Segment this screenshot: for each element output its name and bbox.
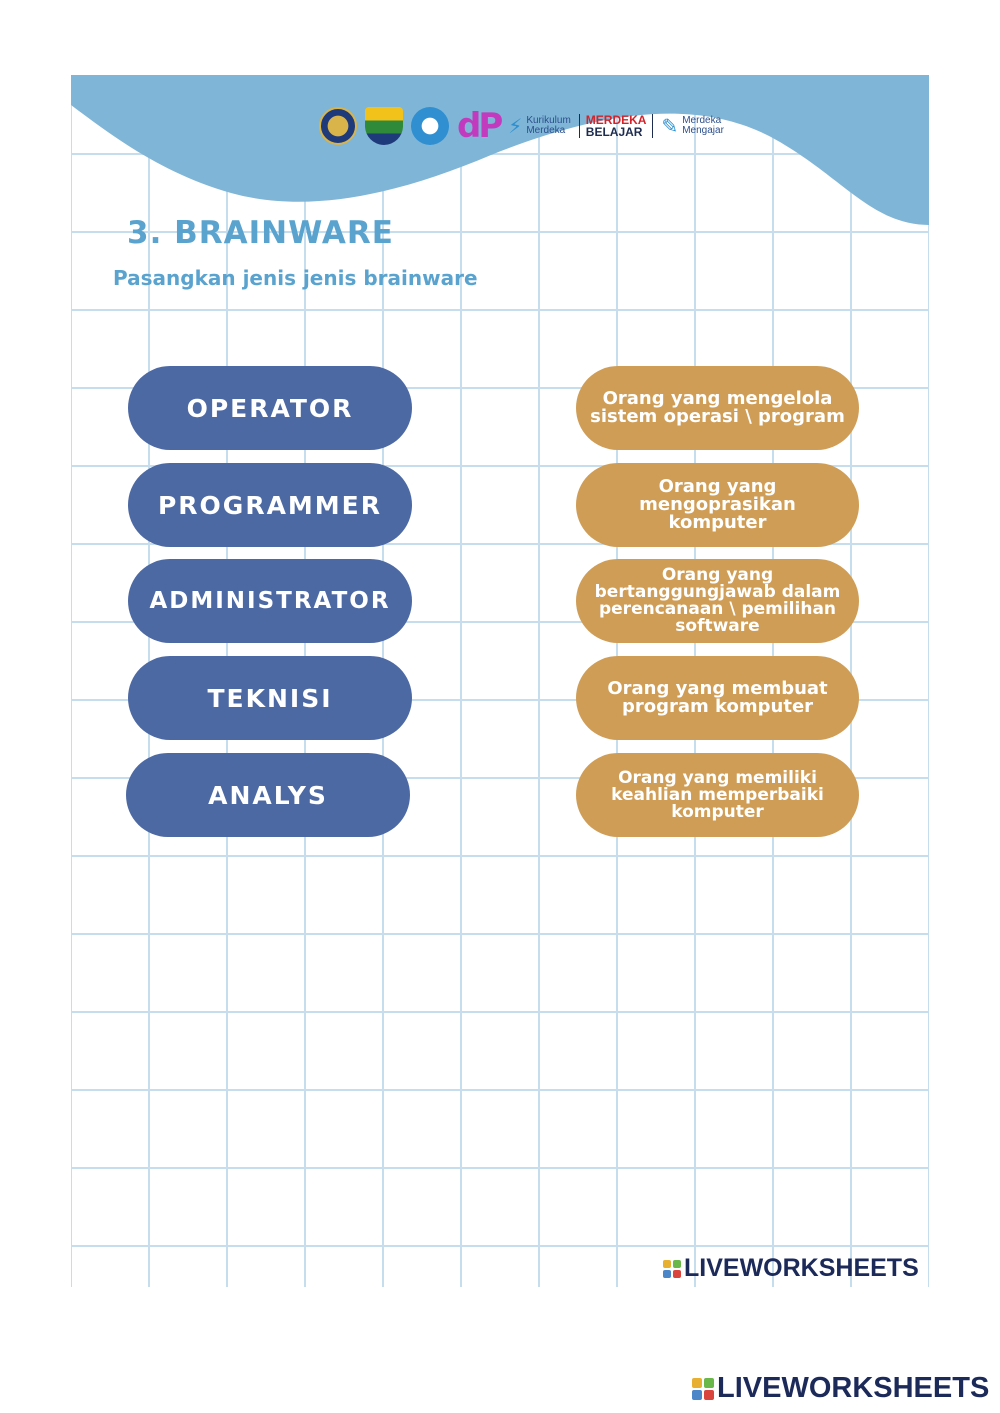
kurikulum-line2: Merdeka bbox=[526, 125, 566, 136]
merdeka-belajar-logo bbox=[579, 114, 654, 138]
sheet-watermark bbox=[663, 1254, 919, 1283]
tut-wuri-icon bbox=[411, 107, 449, 145]
definition-4[interactable]: Orang yang membuat program komputer bbox=[576, 656, 859, 740]
definition-3[interactable]: Orang yang bertanggungjawab dalam perencanaan \ pemilihan software bbox=[576, 559, 859, 643]
watermark-text: LIVEWORKSHEETS bbox=[684, 1254, 919, 1282]
mengajar-line1: Merdeka bbox=[682, 115, 722, 126]
term-teknisi[interactable]: TEKNISI bbox=[128, 656, 412, 740]
term-operator[interactable]: OPERATOR bbox=[128, 366, 412, 450]
kurikulum-icon: ⚡ bbox=[508, 114, 523, 138]
merdeka-belajar-line1: MERDEKA bbox=[585, 113, 647, 127]
kurikulum-line1: Kurikulum bbox=[526, 115, 571, 126]
mengajar-icon: ✎ bbox=[661, 114, 679, 138]
merdeka-belajar-line2: BELAJAR bbox=[585, 125, 643, 139]
header-wave bbox=[71, 75, 929, 235]
mengajar-line2: Mengajar bbox=[682, 125, 724, 136]
liveworksheets-icon bbox=[692, 1378, 714, 1400]
dp-logo: dP bbox=[457, 106, 501, 146]
worksheet-subtitle: Pasangkan jenis jenis brainware bbox=[113, 266, 478, 290]
definition-2[interactable]: Orang yang mengoprasikan komputer bbox=[576, 463, 859, 547]
crest-icon bbox=[365, 107, 403, 145]
worksheet-page bbox=[71, 75, 929, 1287]
term-programmer[interactable]: PROGRAMMER bbox=[128, 463, 412, 547]
logo-strip bbox=[319, 103, 724, 149]
term-analys[interactable]: ANALYS bbox=[126, 753, 410, 837]
liveworksheets-icon bbox=[663, 1260, 681, 1278]
watermark-text: LIVEWORKSHEETS bbox=[717, 1372, 990, 1404]
kurikulum-merdeka-logo bbox=[508, 114, 571, 138]
seal-icon bbox=[319, 107, 357, 145]
definition-5[interactable]: Orang yang memiliki keahlian memperbaiki komputer bbox=[576, 753, 859, 837]
page-watermark bbox=[692, 1372, 989, 1405]
definition-1[interactable]: Orang yang mengelola sistem operasi \ program bbox=[576, 366, 859, 450]
term-administrator[interactable]: ADMINISTRATOR bbox=[128, 559, 412, 643]
worksheet-title: 3. BRAINWARE bbox=[127, 215, 394, 251]
merdeka-mengajar-logo bbox=[661, 114, 723, 138]
